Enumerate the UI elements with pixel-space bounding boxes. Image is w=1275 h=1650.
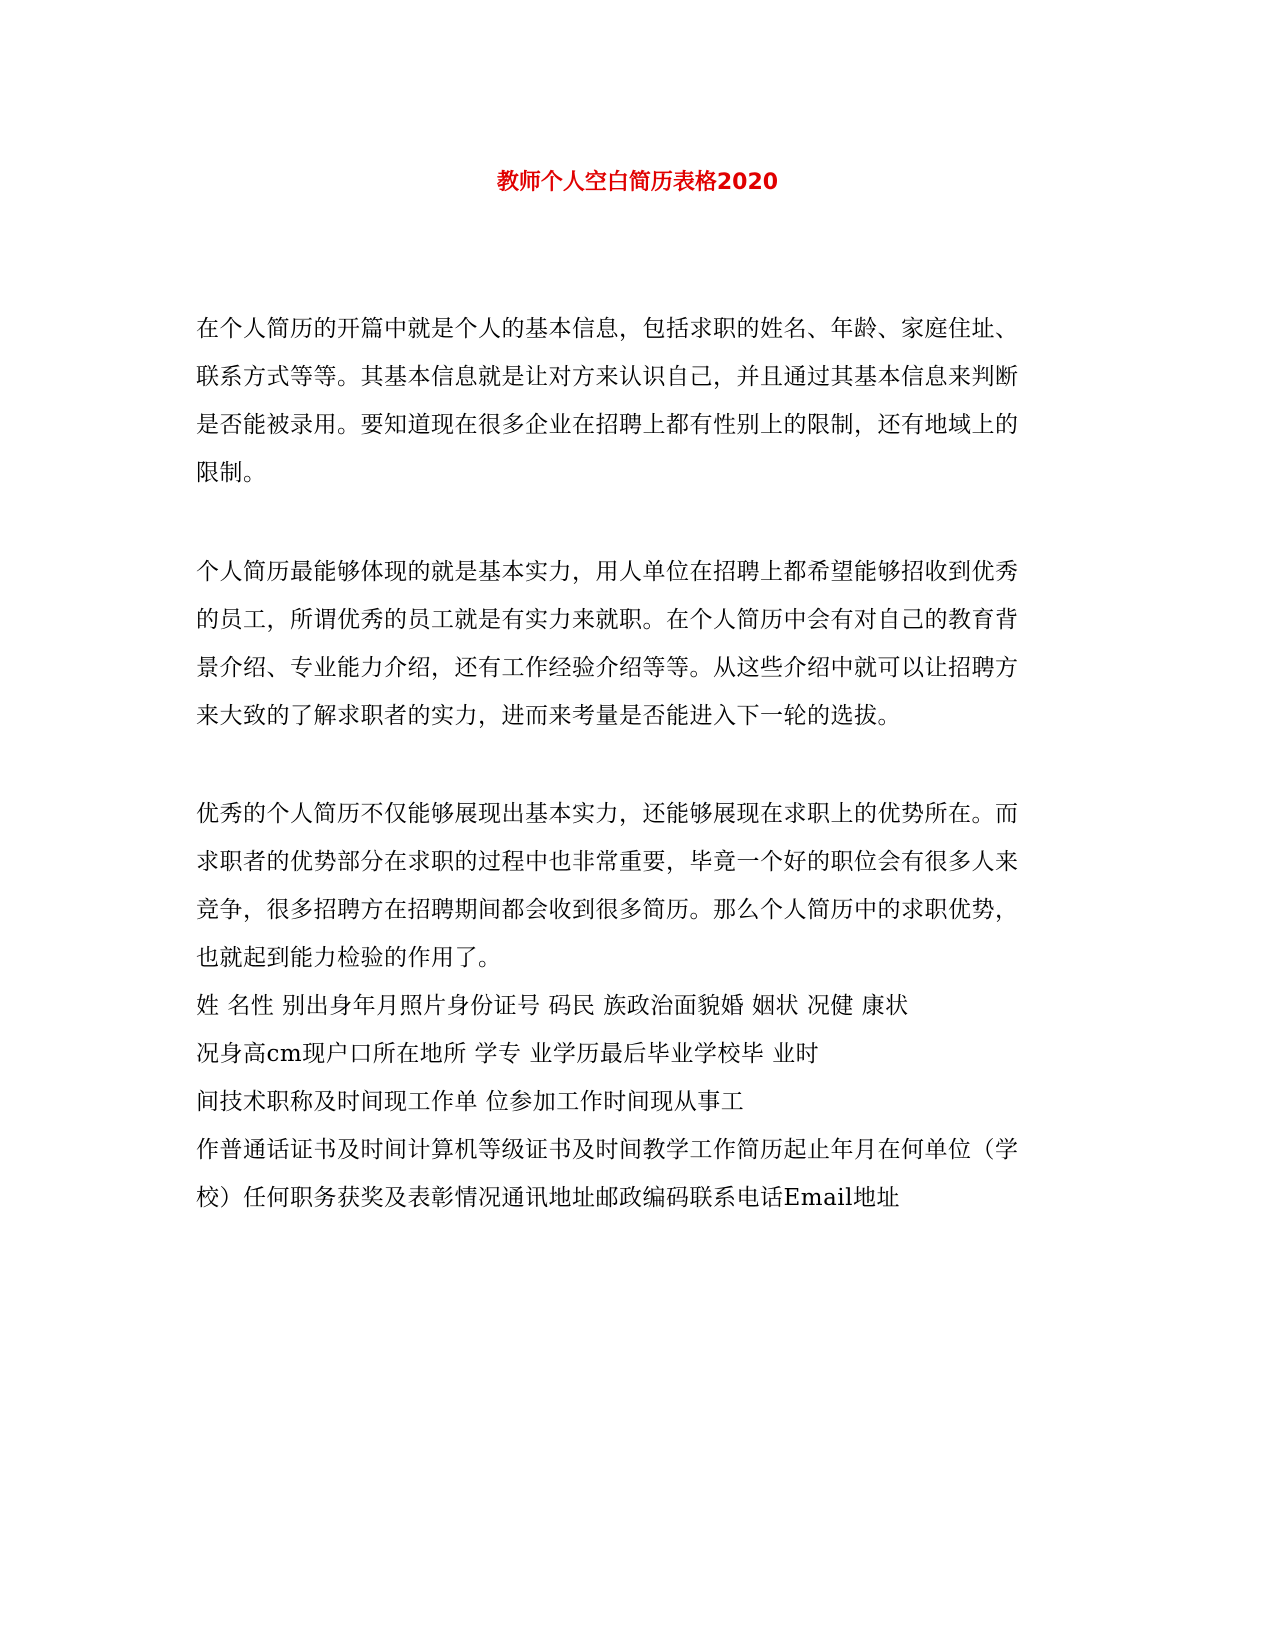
paragraph-line: 联系方式等等。其基本信息就是让对方来认识自己，并且通过其基本信息来判断 — [196, 364, 1019, 390]
form-field-line: 校）任何职务获奖及表彰情况通讯地址邮政编码联系电话Email地址 — [196, 1185, 901, 1211]
paragraph-line: 优秀的个人简历不仅能够展现出基本实力，还能够展现在求职上的优势所在。而 — [196, 801, 1019, 827]
paragraph-line: 在个人简历的开篇中就是个人的基本信息，包括求职的姓名、年龄、家庭住址、 — [196, 316, 1019, 342]
paragraph-basic-info — [196, 305, 1081, 497]
paragraph-line: 是否能被录用。要知道现在很多企业在招聘上都有性别上的限制，还有地域上的 — [196, 412, 1019, 438]
form-field-line: 间技术职称及时间现工作单 位参加工作时间现从事工 — [196, 1089, 745, 1115]
paragraph-line: 求职者的优势部分在求职的过程中也非常重要，毕竟一个好的职位会有很多人来 — [196, 849, 1019, 875]
paragraph-advantage — [196, 790, 1081, 982]
paragraph-line: 景介绍、专业能力介绍，还有工作经验介绍等等。从这些介绍中就可以让招聘方 — [196, 655, 1019, 681]
paragraph-ability — [196, 548, 1081, 740]
document-title: 教师个人空白简历表格2020 — [496, 170, 779, 195]
resume-form-fields — [196, 982, 1081, 1222]
paragraph-line: 个人简历最能够体现的就是基本实力，用人单位在招聘上都希望能够招收到优秀 — [196, 559, 1019, 585]
form-field-line: 作普通话证书及时间计算机等级证书及时间教学工作简历起止年月在何单位（学 — [196, 1137, 1019, 1163]
paragraph-line: 的员工，所谓优秀的员工就是有实力来就职。在个人简历中会有对自己的教育背 — [196, 607, 1019, 633]
paragraph-line: 也就起到能力检验的作用了。 — [196, 945, 502, 971]
paragraph-line: 限制。 — [196, 460, 267, 486]
form-field-line: 况身高cm现户口所在地所 学专 业学历最后毕业学校毕 业时 — [196, 1041, 820, 1067]
form-field-line: 姓 名性 别出身年月照片身份证号 码民 族政治面貌婚 姻状 况健 康状 — [196, 993, 909, 1019]
paragraph-line: 竞争，很多招聘方在招聘期间都会收到很多简历。那么个人简历中的求职优势， — [196, 897, 1019, 923]
paragraph-line: 来大致的了解求职者的实力，进而来考量是否能进入下一轮的选拔。 — [196, 703, 901, 729]
